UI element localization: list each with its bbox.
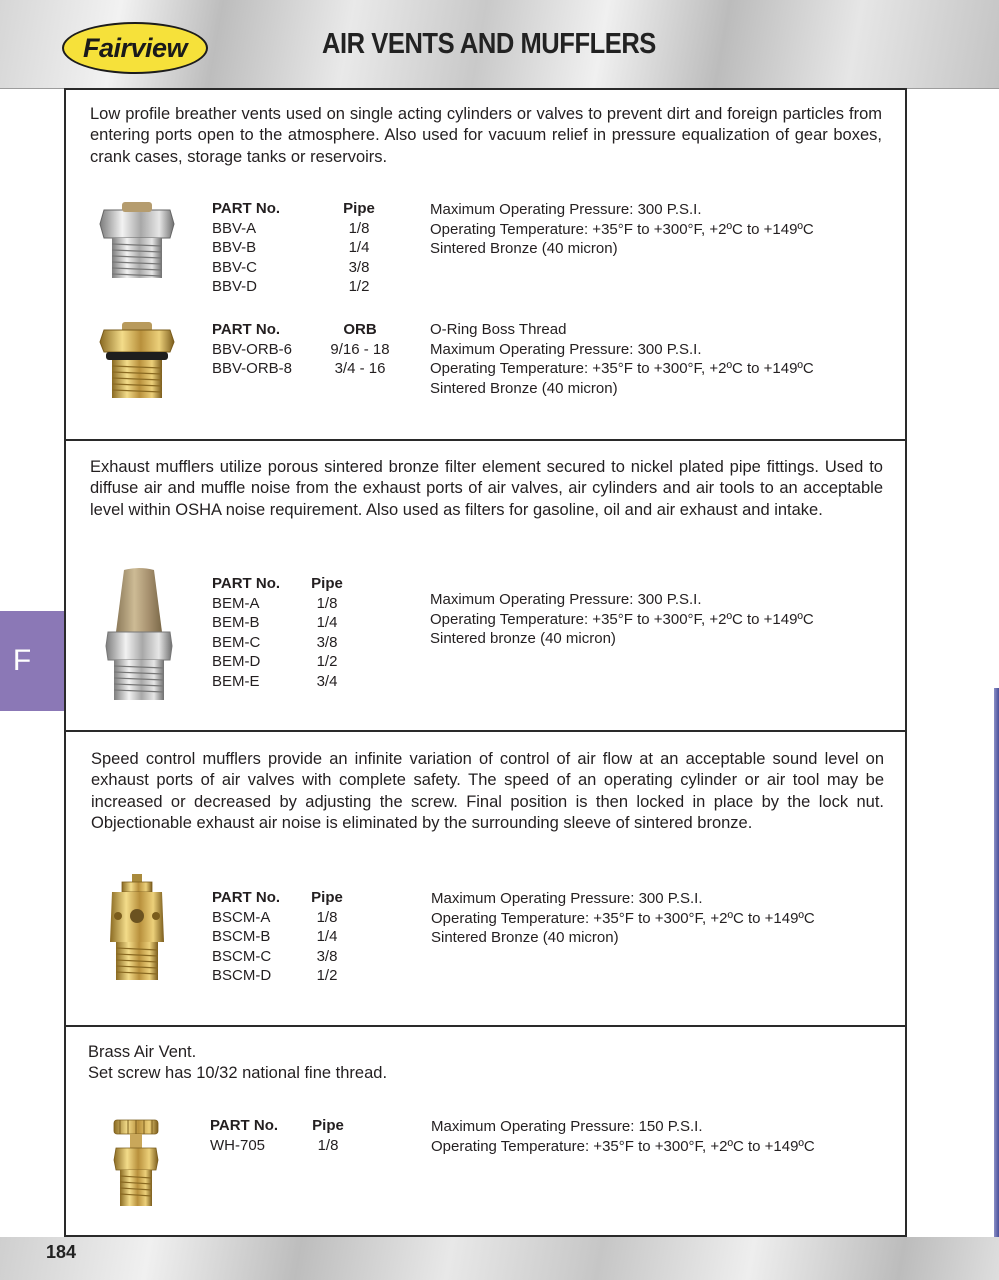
brass-air-vent-image — [108, 1116, 164, 1210]
part-number: BEM-C — [212, 633, 261, 651]
page-title: AIR VENTS AND MUFFLERS — [322, 28, 656, 60]
column-header: PART No. — [212, 321, 281, 338]
speed-part-column — [212, 888, 280, 986]
page-footer — [0, 1237, 999, 1280]
column-header: ORB — [343, 321, 377, 338]
exhaust-muffler-image — [104, 566, 174, 704]
right-edge-stripe — [994, 688, 999, 1280]
orb-size: 9/16 - 18 — [330, 340, 390, 358]
spec-line: Maximum Operating Pressure: 300 P.S.I. — [431, 890, 703, 907]
section-divider — [64, 730, 907, 732]
spec-line: O-Ring Boss Thread — [430, 321, 567, 338]
spec-line: Sintered Bronze (40 micron) — [430, 240, 618, 258]
section-tab — [0, 611, 64, 711]
part-number: BSCM-B — [212, 928, 271, 945]
pipe-size: 3/8 — [348, 258, 370, 276]
column-header: PART No. — [210, 1117, 279, 1134]
breather-specs — [430, 200, 814, 259]
breather-vent-chrome-image — [96, 196, 178, 282]
breather-vent-orb-image — [98, 318, 176, 404]
part-number: BEM-A — [212, 594, 260, 612]
pipe-size: 1/8 — [317, 1136, 339, 1154]
section-divider — [64, 1025, 907, 1027]
page-number: 184 — [46, 1242, 77, 1262]
fairview-logo — [62, 22, 208, 74]
logo-text: Fairview — [82, 32, 188, 63]
pipe-size: 1/8 — [348, 219, 370, 237]
section-divider — [64, 439, 907, 441]
brass-description-line: Brass Air Vent. — [88, 1043, 197, 1061]
column-header: PART No. — [212, 200, 281, 217]
pipe-size: 1/2 — [348, 278, 370, 295]
column-header: PART No. — [212, 575, 281, 592]
pipe-size: 1/2 — [316, 967, 338, 984]
page-header — [0, 0, 999, 89]
part-number: BSCM-D — [212, 967, 272, 984]
part-number: BBV-B — [212, 239, 257, 256]
spec-line: Maximum Operating Pressure: 300 P.S.I. — [430, 591, 702, 608]
spec-line: Operating Temperature: +35°F to +300°F, +2ºC to +149ºC — [430, 220, 814, 238]
spec-line: Maximum Operating Pressure: 300 P.S.I. — [430, 340, 702, 358]
spec-line: Sintered Bronze (40 micron) — [431, 929, 619, 947]
orb-specs — [430, 320, 814, 399]
part-number: BSCM-C — [212, 947, 272, 965]
part-number: WH-705 — [210, 1136, 266, 1154]
spec-line: Sintered Bronze (40 micron) — [430, 380, 618, 398]
exhaust-pipe-column — [302, 574, 352, 691]
exhaust-description: Exhaust mufflers utilize porous sintered bronze filter element secured to nickel plated pipe fittings. Used to diffuse air and muffle noise from the exhaust ports of air valves, air cylinders and air tools to an acceptable level within OSHA noise requirement. Also used as filters for gasoline, oil and air exhaust and intake. — [90, 458, 883, 519]
part-number: BBV-ORB-8 — [212, 360, 293, 377]
speed-specs — [431, 889, 815, 948]
spec-line: Maximum Operating Pressure: 300 P.S.I. — [430, 201, 702, 218]
spec-line: Operating Temperature: +35°F to +300°F, +2ºC to +149ºC — [431, 1137, 815, 1155]
column-header: PART No. — [212, 889, 281, 906]
section-tab-letter: F — [12, 644, 32, 677]
part-number: BBV-ORB-6 — [212, 340, 293, 358]
spec-line: Operating Temperature: +35°F to +300°F, +2ºC to +149ºC — [430, 360, 814, 378]
spec-line: Operating Temperature: +35°F to +300°F, +2ºC to +149ºC — [430, 610, 814, 628]
exhaust-specs — [430, 590, 814, 649]
pipe-size: 1/2 — [316, 653, 338, 670]
part-number: BEM-D — [212, 653, 261, 670]
speed-description: Speed control mufflers provide an infinite variation of control of air flow at an acceptable sound level on exhaust ports of air valves with complete safety. The speed of an operating cylinder or air tool may be increased or decreased by adjusting the screw. Final position is then locked in place by the lock nut. Objectionable exhaust air noise is eliminated by the surrounding sleeve of sintered bronze. — [91, 750, 884, 832]
brass-specs — [431, 1117, 815, 1156]
part-number: BEM-E — [212, 672, 260, 690]
breather-pipe-column — [332, 199, 386, 297]
column-header: Pipe — [343, 200, 375, 217]
orb-part-column — [212, 320, 292, 379]
pipe-size: 1/8 — [316, 594, 338, 612]
part-number: BBV-D — [212, 278, 258, 295]
pipe-size: 1/4 — [316, 928, 338, 945]
exhaust-part-column — [212, 574, 280, 691]
pipe-size: 1/4 — [348, 239, 370, 256]
part-number: BBV-C — [212, 258, 258, 276]
pipe-size: 3/8 — [316, 947, 338, 965]
brass-pipe-column — [303, 1116, 353, 1155]
orb-size: 3/4 - 16 — [334, 360, 386, 377]
spec-line: Maximum Operating Pressure: 150 P.S.I. — [431, 1118, 703, 1135]
orb-size-column — [320, 320, 400, 379]
pipe-size: 1/8 — [316, 908, 338, 926]
column-header: Pipe — [312, 1117, 344, 1134]
part-number: BEM-B — [212, 614, 260, 631]
brass-description — [88, 1042, 688, 1085]
speed-pipe-column — [302, 888, 352, 986]
pipe-size: 3/4 — [316, 672, 338, 690]
breather-part-column — [212, 199, 280, 297]
brass-part-column — [210, 1116, 278, 1155]
part-number: BSCM-A — [212, 908, 271, 926]
brass-description-line: Set screw has 10/32 national fine thread. — [88, 1064, 388, 1083]
pipe-size: 3/8 — [316, 633, 338, 651]
speed-control-muffler-image — [104, 872, 170, 984]
part-number: BBV-A — [212, 219, 257, 237]
breather-description: Low profile breather vents used on single acting cylinders or valves to prevent dirt and foreign particles from entering ports open to the atmosphere. Also used for vacuum relief in pressure equalization of gear boxes, crank cases, storage tanks or reservoirs. — [90, 105, 882, 166]
spec-line: Sintered bronze (40 micron) — [430, 630, 616, 648]
pipe-size: 1/4 — [316, 614, 338, 631]
spec-line: Operating Temperature: +35°F to +300°F, +2ºC to +149ºC — [431, 909, 815, 927]
column-header: Pipe — [311, 889, 343, 906]
column-header: Pipe — [311, 575, 343, 592]
